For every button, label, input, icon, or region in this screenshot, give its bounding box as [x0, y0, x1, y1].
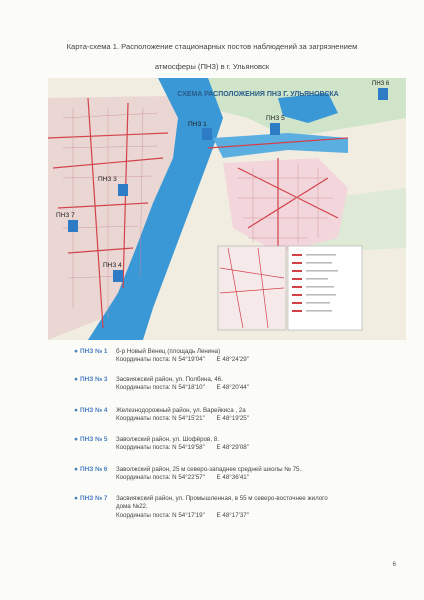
- coord-lon: E 48°24'29": [216, 356, 249, 364]
- post-coordinates: [116, 444, 404, 452]
- inset-map: [218, 246, 286, 330]
- city-map: [48, 78, 406, 340]
- post-label-5: ПНЗ 5: [266, 115, 285, 122]
- post-coordinates: [116, 415, 404, 423]
- post-address: Заволжский район, ул. Шофёров, 8.: [116, 436, 219, 443]
- coord-label: Координаты поста:: [116, 511, 171, 519]
- map-caption-line-1: Карта-схема 1. Расположение стационарных постов наблюдений за загрязнением: [66, 42, 358, 51]
- post-number: ПНЗ № 5: [80, 436, 108, 443]
- post-label-6: ПНЗ 6: [372, 81, 390, 87]
- post-address-cont: дома №22.: [116, 503, 148, 511]
- coord-lon: E 48°17'37": [216, 511, 249, 519]
- coord-label: Координаты поста:: [116, 384, 171, 392]
- coord-lat: N 54°18'10": [172, 384, 205, 392]
- post-label-7: ПНЗ 7: [56, 212, 75, 219]
- coord-lon: E 48°20'44": [216, 384, 249, 392]
- bullet-icon: ●: [74, 376, 78, 383]
- post-label-4: ПНЗ 4: [103, 262, 122, 269]
- coord-lon: E 48°19'25": [216, 415, 249, 423]
- post-coordinates: [116, 474, 404, 482]
- post-number: ПНЗ № 3: [80, 376, 108, 383]
- bullet-icon: ●: [74, 495, 78, 502]
- bullet-icon: ●: [74, 436, 78, 443]
- coord-lon: E 48°29'08": [216, 444, 249, 452]
- bullet-icon: ●: [74, 348, 78, 355]
- post-coordinates: [116, 356, 404, 364]
- post-label-3: ПНЗ 3: [98, 176, 117, 183]
- post-number: ПНЗ № 7: [80, 495, 108, 502]
- post-number: ПНЗ № 6: [80, 466, 108, 473]
- coord-lat: N 54°22'57": [172, 474, 205, 482]
- coord-label: Координаты поста:: [116, 356, 171, 364]
- map-title: СХЕМА РАСПОЛОЖЕНИЯ ПНЗ Г. УЛЬЯНОВСКА: [177, 91, 339, 98]
- post-label-1: ПНЗ 1: [188, 121, 207, 128]
- coord-lat: N 54°15'21": [172, 415, 205, 423]
- post-address: Засвияжский район, ул. Промышленная, в 55 м северо-восточнее жилого: [116, 495, 328, 502]
- bullet-icon: ●: [74, 466, 78, 473]
- coord-label: Координаты поста:: [116, 474, 171, 482]
- post-address: Засвияжский район, ул. Полбина, 46.: [116, 376, 223, 383]
- map-caption-line-2: атмосферы (ПНЗ) в г. Ульяновск: [154, 62, 270, 71]
- coord-lon: E 48°36'41": [216, 474, 249, 482]
- coord-label: Координаты поста:: [116, 444, 171, 452]
- post-address: б-р Новый Венец (площадь Ленина): [116, 348, 221, 355]
- post-coordinates: [116, 384, 404, 392]
- page-number: 6: [392, 561, 396, 568]
- post-coordinates: [116, 512, 404, 520]
- post-address: Железнодорожный район, ул. Варейкиса , 2а: [116, 407, 246, 414]
- post-number: ПНЗ № 4: [80, 407, 108, 414]
- post-address: Заволжский район, 25 м северо-западнее средней школы № 75.: [116, 466, 302, 473]
- coord-lat: N 54°19'58": [172, 444, 205, 452]
- post-number: ПНЗ № 1: [80, 348, 108, 355]
- coord-label: Координаты поста:: [116, 415, 171, 423]
- bullet-icon: ●: [74, 407, 78, 414]
- coord-lat: N 54°19'04": [172, 356, 205, 364]
- coord-lat: N 54°17'19": [172, 511, 205, 519]
